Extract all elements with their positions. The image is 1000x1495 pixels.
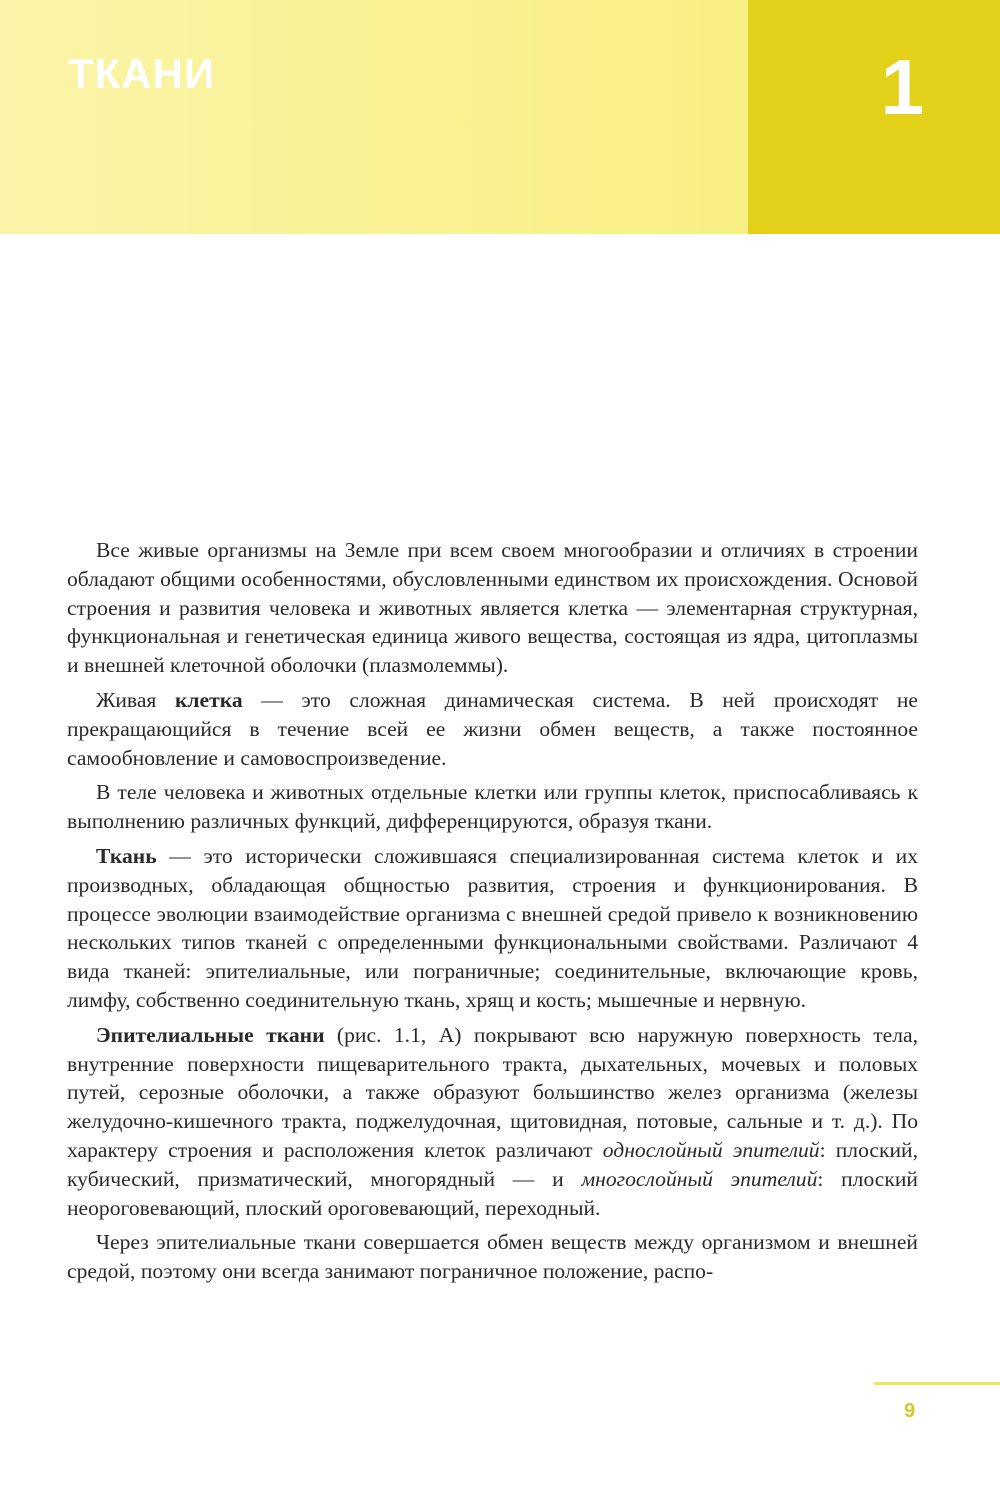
paragraph xyxy=(67,1228,918,1286)
text-run: — это сложная динамическая система. В ней происходят не прекращающийся в течение всей ее жизни обмен веществ, а также постоянное самообновление и самовоспроизведение. xyxy=(67,687,919,770)
text-run: Через эпителиальные ткани совершается обмен веществ между организмом и внешней средой, поэтому они всегда занимают пограничное положение, распо- xyxy=(67,1230,918,1284)
body-text xyxy=(67,536,918,1292)
paragraph xyxy=(67,1021,918,1223)
text-run: : плоский неороговевающий, плоский ороговевающий, переходный. xyxy=(67,1166,918,1220)
bold-term: клетка xyxy=(174,687,243,712)
text-run: Живая xyxy=(96,687,175,712)
footer-rule xyxy=(874,1382,1000,1385)
text-run: (рис. 1.1, А) покрывают всю наружную поверхность тела, внутренние поверхности пищеварительного тракта, дыхательных, мочевых и половых путей, серозные оболочки, а также образуют большинство желез организма (железы желудочно-кишечного тракта, поджелудочная, щитовидная, потовые, сальные и т. д.). По характеру строения и расположения клеток различают xyxy=(67,1022,918,1162)
text-run: Все живые организмы на Земле при всем своем многообразии и отличиях в строении обладают общими особенностями, обусловленными единством их происхождения. Основой строения и развития человека и животных является клетка — элементарная структурная, функциональная и генетическая единица живого вещества, состоящая из ядра, цитоплазмы и внешней клеточной оболочки (плазмолеммы). xyxy=(67,538,918,678)
paragraph xyxy=(67,842,918,1015)
text-run: В теле человека и животных отдельные клетки или группы клеток, приспосабливаясь к выполнению различных функций, дифференцируются, образуя ткани. xyxy=(67,780,918,834)
chapter-number-block xyxy=(748,0,1000,234)
paragraph xyxy=(67,686,918,772)
chapter-number: 1 xyxy=(880,43,924,131)
text-run: — это исторически сложившаяся специализированная система клеток и их производных, обладающая общностью развития, строения и функционирования. В процессе эволюции взаимодействие организма с внешней средой привело к возникновению нескольких типов тканей с определенными функциональными свойствами. Различают 4 вида тканей: эпителиальные, или пограничные; соединительные, включающие кровь, лимфу, собственно соединительную ткань, хрящ и кость; мышечные и нервную. xyxy=(67,843,918,1012)
text-run: : плоский, кубический, призматический, многорядный — и xyxy=(67,1137,918,1191)
italic-term: однослойный эпителий xyxy=(602,1137,820,1162)
bold-term: Эпителиальные ткани xyxy=(96,1022,325,1047)
bold-term: Ткань xyxy=(96,843,157,868)
paragraph xyxy=(67,778,918,836)
paragraph xyxy=(67,536,918,680)
page-number: 9 xyxy=(904,1400,916,1422)
italic-term: многослойный эпителий xyxy=(581,1166,818,1191)
chapter-title: ТКАНИ xyxy=(68,50,216,97)
